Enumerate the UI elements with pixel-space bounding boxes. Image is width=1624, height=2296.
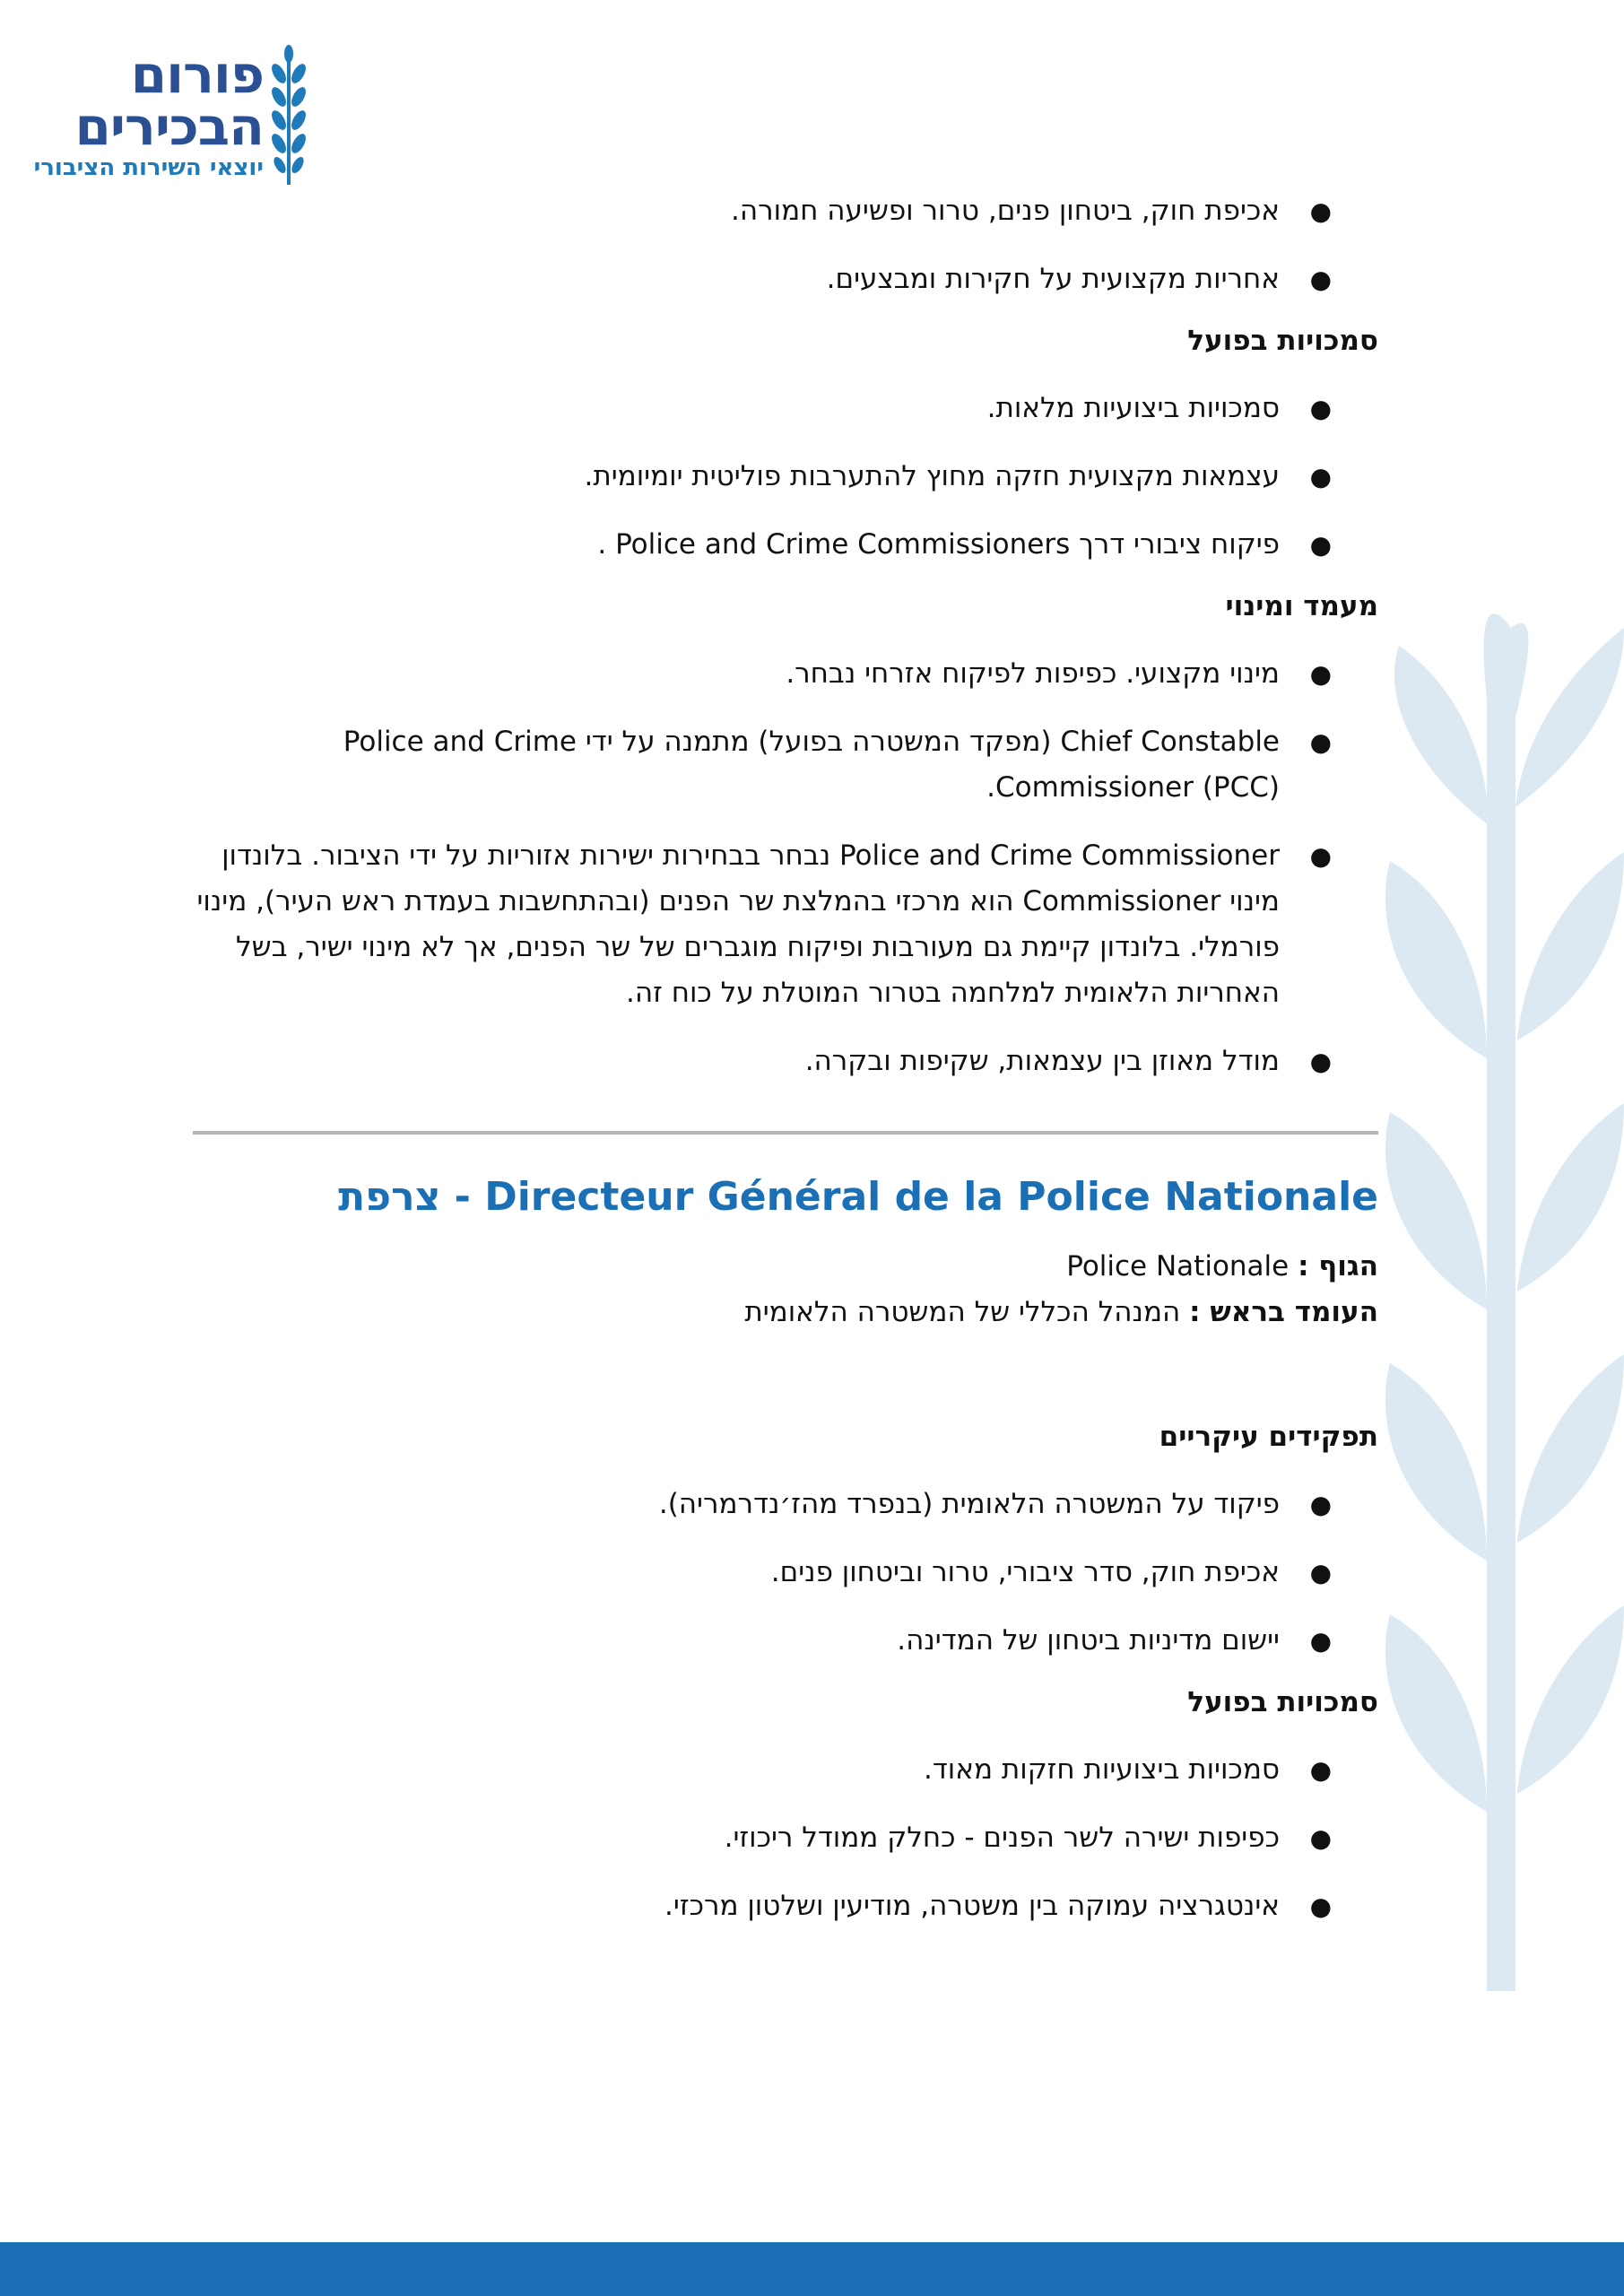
list-item: ● סמכויות ביצועיות מלאות. — [193, 386, 1378, 431]
bullet-icon: ● — [1309, 394, 1332, 423]
list-item: ● מודל מאוזן בין עצמאות, שקיפות ובקרה. — [193, 1039, 1378, 1084]
bullet-icon: ● — [1309, 1823, 1332, 1853]
list-item: ● Police and Crime Commissioner נבחר בבחירות ישירות אזוריות על ידי הציבור. בלונדון מינוי Commissioner הוא מרכזי בהמלצת שר הפנים (ובהתחשבות בעמדת ראש העיר), מינוי פורמלי. בלונדון קיימת גם מעורבות ופיקוח מוגברים של שר הפנים, אך לא מינוי ישיר, בשל האחריות הלאומית למלחמה בטרור המוטלת על כוח זה. — [193, 833, 1378, 1016]
bullet-icon: ● — [1309, 659, 1332, 689]
bullet-icon: ● — [1309, 727, 1332, 757]
document-content — [193, 188, 1378, 1952]
section-heading: סמכויות בפועל — [1187, 1686, 1378, 1718]
list-item: ● אכיפת חוק, סדר ציבורי, טרור וביטחון פנים. — [193, 1550, 1378, 1596]
laurel-sprig-icon — [265, 45, 310, 188]
bullet-icon: ● — [1309, 530, 1332, 560]
bullet-icon: ● — [1309, 265, 1332, 294]
list-item: ● אכיפת חוק, ביטחון פנים, טרור ופשיעה חמורה. — [193, 188, 1378, 234]
list-item: ● אינטגרציה עמוקה בין משטרה, מודיעין ושלטון מרכזי. — [193, 1883, 1378, 1929]
bullet-icon: ● — [1309, 1047, 1332, 1076]
meta-body-value: Police Nationale — [1066, 1250, 1290, 1283]
logo-line-1: פורום — [130, 44, 264, 105]
bullet-icon: ● — [1309, 196, 1332, 226]
list-item: ● פיקוד על המשטרה הלאומית (בנפרד מהז׳נדרמריה). — [193, 1482, 1378, 1527]
section-divider — [193, 1131, 1378, 1135]
fr-powers-list — [193, 1747, 1378, 1929]
fr-roles-list — [193, 1482, 1378, 1664]
list-item: ● Chief Constable (מפקד המשטרה בפועל) מתמנה על ידי Police and Crime Commissioner (PCC). — [193, 719, 1378, 811]
meta-body-label: הגוף : — [1298, 1250, 1378, 1283]
bullet-icon: ● — [1309, 1892, 1332, 1921]
bullet-icon: ● — [1309, 1626, 1332, 1656]
uk-status-list — [193, 651, 1378, 1084]
logo-line-2: הבכירים — [74, 96, 264, 157]
bullet-icon: ● — [1309, 462, 1332, 491]
bullet-icon: ● — [1309, 841, 1332, 871]
meta-head-value: המנהל הכללי של המשטרה הלאומית — [744, 1296, 1181, 1328]
list-item: ● עצמאות מקצועית חזקה מחוץ להתערבות פוליטית יומיומית. — [193, 454, 1378, 500]
list-item: ● כפיפות ישירה לשר הפנים - כחלק ממודל ריכוזי. — [193, 1815, 1378, 1861]
forum-logo — [33, 44, 310, 188]
list-item: ● סמכויות ביצועיות חזקות מאוד. — [193, 1747, 1378, 1793]
section-heading: סמכויות בפועל — [1187, 325, 1378, 357]
section-heading: תפקידים עיקריים — [1159, 1421, 1378, 1453]
uk-responsibilities-list — [193, 188, 1378, 302]
logo-line-3: יוצאי השירות הציבורי — [33, 154, 264, 181]
footer-bar — [0, 2242, 1624, 2296]
list-item: ● יישום מדיניות ביטחון של המדינה. — [193, 1618, 1378, 1664]
list-item: ● אחריות מקצועית על חקירות ומבצעים. — [193, 257, 1378, 302]
list-item: ● מינוי מקצועי. כפיפות לפיקוח אזרחי נבחר. — [193, 651, 1378, 697]
section-title-france: Directeur Général de la Police Nationale - צרפת — [338, 1174, 1378, 1220]
uk-powers-list — [193, 386, 1378, 568]
meta-head-label: העומד בראש : — [1189, 1296, 1378, 1328]
bullet-icon: ● — [1309, 1755, 1332, 1785]
bullet-icon: ● — [1309, 1558, 1332, 1587]
laurel-watermark-icon — [1381, 592, 1624, 1991]
section-heading: מעמד ומינוי — [1225, 590, 1378, 622]
meta-body — [193, 1244, 1378, 1290]
meta-head — [193, 1290, 1378, 1335]
bullet-icon: ● — [1309, 1490, 1332, 1519]
list-item: ● פיקוח ציבורי דרך Police and Crime Commissioners . — [193, 522, 1378, 568]
